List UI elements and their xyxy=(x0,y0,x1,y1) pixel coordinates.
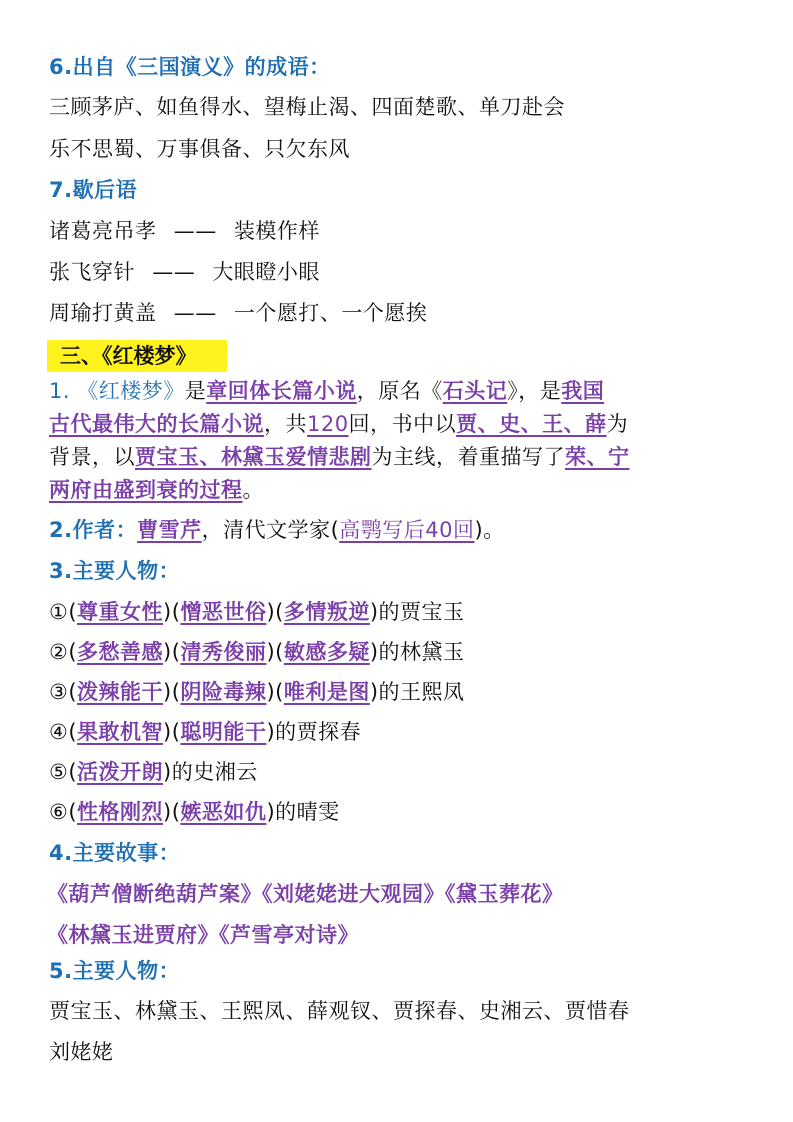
paren: ( xyxy=(171,640,181,664)
part-3-title: 三、《红楼梦》 xyxy=(60,344,197,368)
text: 为主线，着重描写了 xyxy=(371,445,565,469)
paren: ( xyxy=(171,680,181,704)
xiehouyu-dash: —— xyxy=(152,260,196,284)
paren: ( xyxy=(275,680,284,704)
main-characters-line-1: 贾宝玉、林黛玉、王熙凤、薛观钗、贾探春、史湘云、贾惜春 xyxy=(49,999,630,1023)
stories-line-2: 《林黛玉进贾府》《芦雪亭对诗》 xyxy=(47,923,359,947)
character-line xyxy=(49,637,465,667)
paren: ) xyxy=(266,600,276,624)
paren: ) xyxy=(163,600,172,624)
character-number: ② xyxy=(49,640,69,664)
text: 背景，以 xyxy=(49,445,135,469)
character-name: 的王熙凤 xyxy=(378,680,465,704)
xiehouyu-back: 大眼瞪小眼 xyxy=(212,260,320,284)
character-trait: 唯利是图 xyxy=(283,680,370,704)
text: 《 xyxy=(421,379,443,403)
section-7-heading: 7.歇后语 xyxy=(49,178,138,202)
xiehouyu-back: 装模作样 xyxy=(233,219,320,243)
text: 回，书中以 xyxy=(348,412,457,436)
character-trait: 憎恶世俗 xyxy=(180,600,267,624)
xiehouyu-back: 一个愿打、一个愿挨 xyxy=(233,301,428,325)
intro-line-4 xyxy=(49,475,264,505)
intro-line-3 xyxy=(49,442,630,472)
paren: ) xyxy=(163,760,172,784)
item-number: 1. xyxy=(49,379,71,403)
xiehouyu-dash: —— xyxy=(173,219,217,243)
keyword-theme-b: 两府由盛到衰的过程 xyxy=(49,478,243,502)
character-trait: 阴险毒辣 xyxy=(180,680,267,704)
character-trait: 聪明能干 xyxy=(180,720,267,744)
xiehouyu-item-1 xyxy=(49,216,320,246)
section-6-heading: 6.出自《三国演义》的成语： xyxy=(49,55,331,79)
character-number: ⑥ xyxy=(49,800,69,824)
character-name: 的贾宝玉 xyxy=(378,600,465,624)
character-line xyxy=(49,677,465,707)
paren: ( xyxy=(68,760,78,784)
author-label: 2.作者： xyxy=(49,518,138,542)
section-5-heading: 5.主要人物： xyxy=(49,959,181,983)
keyword-status-a: 我国 xyxy=(561,379,605,403)
paren: ) xyxy=(163,800,172,824)
text: ，是 xyxy=(518,379,562,403)
text: ，清代文学家( xyxy=(201,518,340,542)
main-characters-line-2: 刘姥姥 xyxy=(49,1040,114,1064)
stories-line-1: 《葫芦僧断绝葫芦案》《刘姥姥进大观园》《黛玉葬花》 xyxy=(47,882,564,906)
paren: ) xyxy=(369,680,379,704)
paren: ( xyxy=(68,640,78,664)
character-name: 的史湘云 xyxy=(171,760,258,784)
character-trait: 泼辣能干 xyxy=(77,680,164,704)
paren: ) xyxy=(266,720,276,744)
character-number: ⑤ xyxy=(49,760,69,784)
paren: ( xyxy=(171,800,181,824)
character-trait: 多愁善感 xyxy=(77,640,164,664)
text: 》 xyxy=(507,379,519,403)
book-title: 《红楼梦》 xyxy=(77,379,185,403)
paren: ( xyxy=(68,680,78,704)
idioms-line-1: 三顾茅庐、如鱼得水、望梅止渴、四面楚歌、单刀赴会 xyxy=(49,95,565,119)
character-trait: 性格刚烈 xyxy=(77,800,164,824)
keyword-genre: 章回体长篇小说 xyxy=(206,379,357,403)
paren: ) xyxy=(369,600,379,624)
text: )。 xyxy=(474,518,505,542)
intro-line-2 xyxy=(49,409,628,439)
xiehouyu-front: 周瑜打黄盖 xyxy=(49,301,157,325)
text: 。 xyxy=(242,478,264,502)
paren: ( xyxy=(171,720,181,744)
keyword-families: 贾、史、王、薛 xyxy=(456,412,607,436)
character-name: 的晴雯 xyxy=(275,800,340,824)
character-line xyxy=(49,757,258,787)
character-trait: 果敢机智 xyxy=(77,720,164,744)
character-line xyxy=(49,597,465,627)
character-line xyxy=(49,717,361,747)
character-trait: 清秀俊丽 xyxy=(180,640,267,664)
character-number: ③ xyxy=(49,680,69,704)
character-trait: 活泼开朗 xyxy=(77,760,164,784)
xiehouyu-dash: —— xyxy=(173,301,217,325)
section-3-heading: 3.主要人物： xyxy=(49,559,181,583)
character-trait: 嫉恶如仇 xyxy=(180,800,267,824)
keyword-original-name: 石头记 xyxy=(442,379,508,403)
character-line xyxy=(49,797,340,827)
character-trait: 尊重女性 xyxy=(77,600,164,624)
character-name: 的林黛玉 xyxy=(378,640,465,664)
character-trait: 敏感多疑 xyxy=(283,640,370,664)
character-name: 的贾探春 xyxy=(275,720,362,744)
keyword-theme-a: 荣、宁 xyxy=(565,445,630,469)
text: ，共 xyxy=(264,412,307,436)
author-name: 曹雪芹 xyxy=(137,518,202,542)
paren: ( xyxy=(68,720,78,744)
text: 是 xyxy=(184,379,207,403)
paren: ) xyxy=(266,800,276,824)
character-number: ① xyxy=(49,600,69,624)
part-3-title-highlight xyxy=(47,340,227,372)
idioms-line-2: 乐不思蜀、万事俱备、只欠东风 xyxy=(49,137,350,161)
paren: ( xyxy=(275,640,284,664)
paren: ) xyxy=(163,720,172,744)
xiehouyu-item-3 xyxy=(49,298,427,328)
paren: ) xyxy=(266,680,276,704)
section-4-heading: 4.主要故事： xyxy=(49,841,181,865)
paren: ( xyxy=(275,600,284,624)
keyword-status-b: 古代最伟大的长篇小说 xyxy=(49,412,264,436)
author-line xyxy=(49,515,505,545)
xiehouyu-item-2 xyxy=(49,257,320,287)
xiehouyu-front: 诸葛亮吊孝 xyxy=(49,219,157,243)
paren: ( xyxy=(68,800,78,824)
character-trait: 多情叛逆 xyxy=(283,600,370,624)
paren: ) xyxy=(369,640,379,664)
paren: ) xyxy=(163,640,172,664)
keyword-main-plot: 贾宝玉、林黛玉爱情悲剧 xyxy=(135,445,372,469)
intro-line-1 xyxy=(49,376,604,406)
text: 为 xyxy=(606,412,629,436)
keyword-chapters: 120 xyxy=(307,412,349,436)
paren: ) xyxy=(266,640,276,664)
text: ，原名 xyxy=(356,379,422,403)
paren: ( xyxy=(171,600,181,624)
keyword-continuation: 高鹗写后40回 xyxy=(339,518,475,542)
xiehouyu-front: 张飞穿针 xyxy=(49,260,135,284)
character-number: ④ xyxy=(49,720,69,744)
paren: ( xyxy=(68,600,78,624)
paren: ) xyxy=(163,680,172,704)
